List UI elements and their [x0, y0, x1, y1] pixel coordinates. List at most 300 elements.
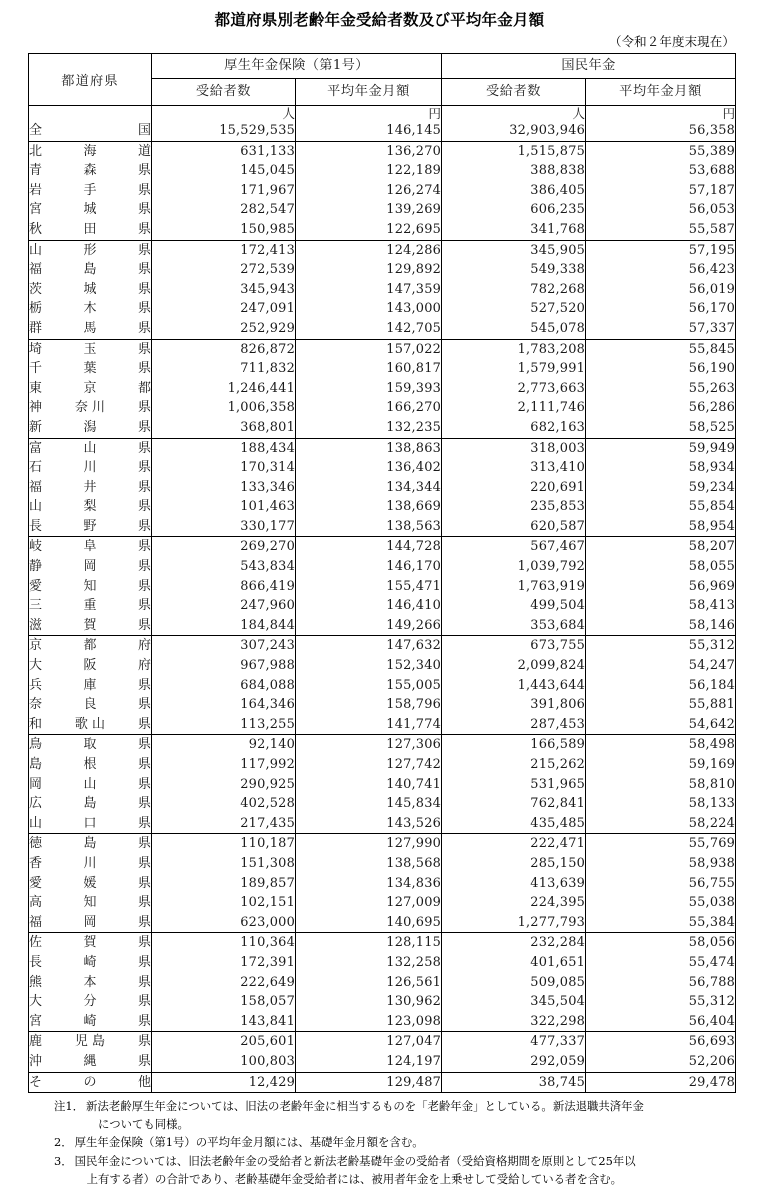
cell-kokumin-average: 58,133: [586, 794, 736, 814]
cell-kokumin-recipients: 215,262: [442, 755, 586, 775]
pref-char-3: 県: [137, 361, 151, 377]
cell-kokumin-average: 58,810: [586, 775, 736, 795]
pref-char-3: 県: [137, 281, 151, 297]
cell-kosei-recipients: 1,006,358: [152, 398, 296, 418]
pref-char-1: 奈: [29, 697, 43, 713]
pref-char-1: 宮: [29, 202, 43, 218]
pref-char-1: 福: [29, 262, 43, 278]
pref-char-1: 栃: [29, 301, 43, 317]
table-row: [29, 973, 736, 993]
pref-char-2: 縄: [83, 1053, 97, 1069]
pref-char-1: 岡: [29, 776, 43, 792]
pref-char-1: 岐: [29, 539, 43, 555]
pref-char-3: 県: [137, 479, 151, 495]
pref-char-1: 愛: [29, 578, 43, 594]
cell-kosei-recipients: 143,841: [152, 1012, 296, 1032]
cell-kokumin-recipients: 762,841: [442, 794, 586, 814]
footnote-text: [75, 1153, 743, 1188]
pref-char-3: 県: [137, 440, 151, 456]
cell-kosei-recipients: 172,391: [152, 953, 296, 973]
pension-statistics-table: [28, 53, 736, 1093]
table-row: [29, 1052, 736, 1072]
row-label-prefecture: [29, 379, 152, 399]
cell-kosei-average: 136,270: [296, 141, 442, 161]
pref-char-2: 分: [83, 994, 97, 1010]
cell-kokumin-average: 56,184: [586, 676, 736, 696]
pref-char-2: 島: [83, 262, 97, 278]
cell-kokumin-recipients: 386,405: [442, 181, 586, 201]
cell-kosei-average: 143,526: [296, 814, 442, 834]
cell-kosei-recipients: 967,988: [152, 656, 296, 676]
cell-kosei-average: 129,892: [296, 260, 442, 280]
pref-char-1: 全: [29, 123, 43, 138]
table-row: [29, 636, 736, 656]
cell-kosei-recipients: 623,000: [152, 913, 296, 933]
pref-char-1: 北: [29, 143, 43, 159]
cell-kokumin-recipients: 782,268: [442, 280, 586, 300]
footnote-text: [86, 1098, 743, 1133]
row-label-prefecture: [29, 794, 152, 814]
cell-kosei-recipients: 247,091: [152, 299, 296, 319]
pref-char-1: 兵: [29, 677, 43, 693]
pref-char-2: 井: [83, 479, 97, 495]
cell-kokumin-average: 58,938: [586, 854, 736, 874]
cell-kokumin-recipients: 322,298: [442, 1012, 586, 1032]
pref-char-3: 県: [137, 221, 151, 237]
pref-char-3: 県: [137, 400, 151, 416]
cell-kokumin-recipients: 388,838: [442, 161, 586, 181]
pref-char-2: 山: [83, 776, 97, 792]
cell-kokumin-average: 59,949: [586, 438, 736, 458]
table-row: [29, 953, 736, 973]
table-row: [29, 161, 736, 181]
pref-char-3: 県: [137, 320, 151, 336]
row-label-prefecture: [29, 913, 152, 933]
cell-kokumin-average: 58,934: [586, 458, 736, 478]
cell-kosei-average: 132,235: [296, 418, 442, 438]
pref-char-1: 京: [29, 638, 43, 654]
cell-kokumin-average: 55,881: [586, 695, 736, 715]
pref-char-2: 野: [83, 518, 97, 534]
pref-char-1: 徳: [29, 836, 43, 852]
pref-char-2: 口: [83, 815, 97, 831]
pref-char-3: 県: [137, 855, 151, 871]
pref-char-2: 城: [83, 281, 97, 297]
unit-row: [29, 106, 736, 122]
cell-kokumin-average: 56,019: [586, 280, 736, 300]
row-label-prefecture: [29, 200, 152, 220]
cell-kokumin-recipients: 391,806: [442, 695, 586, 715]
pref-char-2: 島: [83, 836, 97, 852]
cell-kosei-average: 124,286: [296, 240, 442, 260]
cell-kosei-recipients: 170,314: [152, 458, 296, 478]
cell-kokumin-recipients: 549,338: [442, 260, 586, 280]
row-label-prefecture: [29, 596, 152, 616]
pref-char-1: 福: [29, 914, 43, 930]
cell-kokumin-average: 57,337: [586, 319, 736, 339]
cell-kokumin-recipients: 166,589: [442, 735, 586, 755]
pref-char-2: 媛: [83, 875, 97, 891]
column-header-kokumin-recipients: 受給者数: [442, 79, 586, 106]
cell-kosei-recipients: 172,413: [152, 240, 296, 260]
pref-char-2: 歌 山: [74, 716, 106, 732]
pref-char-3: 県: [137, 617, 151, 633]
pref-char-1: 茨: [29, 281, 43, 297]
pref-char-3: 県: [137, 697, 151, 713]
table-row: [29, 814, 736, 834]
pref-char-2: 形: [83, 242, 97, 258]
cell-kosei-average: 122,695: [296, 220, 442, 240]
cell-kosei-recipients: 184,844: [152, 616, 296, 636]
cell-kokumin-recipients: 1,763,919: [442, 577, 586, 597]
pref-char-1: 鳥: [29, 737, 43, 753]
unit-kosei-average: 円: [296, 106, 442, 122]
table-row-total: [29, 121, 736, 141]
cell-kosei-recipients: 110,364: [152, 933, 296, 953]
table-row: [29, 537, 736, 557]
cell-kosei-recipients: 205,601: [152, 1032, 296, 1052]
pref-char-3: 県: [137, 598, 151, 614]
pref-char-2: 岡: [83, 914, 97, 930]
cell-kokumin-recipients: 220,691: [442, 478, 586, 498]
cell-kosei-recipients: 711,832: [152, 359, 296, 379]
cell-kosei-average: 136,402: [296, 458, 442, 478]
pref-char-3: 県: [137, 875, 151, 891]
row-label-prefecture: [29, 874, 152, 894]
cell-kokumin-average: 58,413: [586, 596, 736, 616]
cell-kosei-recipients: 158,057: [152, 992, 296, 1012]
cell-kokumin-average: 58,525: [586, 418, 736, 438]
pref-char-2: 良: [83, 697, 97, 713]
table-row: [29, 379, 736, 399]
cell-kokumin-average: 56,170: [586, 299, 736, 319]
cell-kokumin-average: 55,263: [586, 379, 736, 399]
cell-kosei-recipients: 113,255: [152, 715, 296, 735]
cell-kokumin-recipients: 345,905: [442, 240, 586, 260]
statistics-table-wrapper: [28, 53, 735, 1093]
row-label-total: [29, 121, 152, 141]
footnote-text: [75, 1134, 743, 1152]
cell-kokumin-average: 58,056: [586, 933, 736, 953]
cell-kokumin-average: 56,053: [586, 200, 736, 220]
pref-char-3: 県: [137, 757, 151, 772]
pref-char-2: 奈 川: [74, 400, 106, 416]
table-row-other: [29, 1072, 736, 1093]
cell-kosei-average: 127,047: [296, 1032, 442, 1052]
column-header-kosei-recipients: 受給者数: [152, 79, 296, 106]
pref-char-3: 県: [137, 1034, 151, 1050]
cell-kokumin-average: 55,384: [586, 913, 736, 933]
pref-char-3: 県: [137, 796, 151, 812]
footnote-label: 3．: [54, 1154, 73, 1169]
pref-char-1: 島: [29, 757, 43, 772]
cell-kokumin-average: 54,247: [586, 656, 736, 676]
cell-kosei-recipients: 330,177: [152, 517, 296, 537]
cell-kokumin-average: 59,169: [586, 755, 736, 775]
cell-kokumin-average: 29,478: [586, 1072, 736, 1093]
table-row: [29, 200, 736, 220]
cell-kokumin-recipients: 620,587: [442, 517, 586, 537]
cell-kosei-average: 159,393: [296, 379, 442, 399]
pref-char-2: の: [83, 1074, 97, 1090]
cell-kosei-recipients: 345,943: [152, 280, 296, 300]
cell-kosei-average: 132,258: [296, 953, 442, 973]
row-label-prefecture: [29, 141, 152, 161]
pref-char-2: 葉: [83, 361, 97, 377]
cell-kokumin-recipients: 235,853: [442, 497, 586, 517]
table-row: [29, 299, 736, 319]
cell-kosei-recipients: 222,649: [152, 973, 296, 993]
pref-char-2: 児 島: [74, 1034, 106, 1050]
row-label-prefecture: [29, 161, 152, 181]
row-label-prefecture: [29, 933, 152, 953]
pref-char-2: 都: [83, 638, 97, 654]
row-label-prefecture: [29, 557, 152, 577]
row-label-prefecture: [29, 458, 152, 478]
cell-kosei-recipients: 368,801: [152, 418, 296, 438]
cell-kokumin-average: 56,286: [586, 398, 736, 418]
pref-char-1: 鹿: [29, 1034, 43, 1050]
pref-char-2: 阪: [83, 658, 97, 674]
row-label-prefecture: [29, 636, 152, 656]
cell-kokumin-average: 55,038: [586, 893, 736, 913]
cell-kokumin-average: 58,954: [586, 517, 736, 537]
pref-char-3: 県: [137, 974, 151, 990]
cell-kokumin-recipients: 232,284: [442, 933, 586, 953]
row-label-prefecture: [29, 220, 152, 240]
pref-char-3: 県: [137, 578, 151, 594]
cell-kokumin-recipients: 531,965: [442, 775, 586, 795]
unit-cell-blank: [29, 106, 152, 122]
table-row: [29, 616, 736, 636]
cell-kokumin-average: 55,845: [586, 339, 736, 359]
cell-kosei-average: 134,344: [296, 478, 442, 498]
cell-kosei-recipients: 12,429: [152, 1072, 296, 1093]
table-row: [29, 517, 736, 537]
cell-kosei-average: 138,568: [296, 854, 442, 874]
cell-kokumin-recipients: 353,684: [442, 616, 586, 636]
cell-kokumin-average: 53,688: [586, 161, 736, 181]
cell-kosei-average: 138,563: [296, 517, 442, 537]
pref-char-3: 県: [137, 895, 151, 911]
cell-kokumin-recipients: 224,395: [442, 893, 586, 913]
cell-kosei-average: 126,561: [296, 973, 442, 993]
cell-kokumin-recipients: 2,111,746: [442, 398, 586, 418]
cell-kosei-recipients: 15,529,535: [152, 121, 296, 141]
cell-kosei-recipients: 101,463: [152, 497, 296, 517]
pref-char-3: 府: [137, 638, 151, 654]
row-label-prefecture: [29, 517, 152, 537]
pref-char-3: 府: [137, 658, 151, 674]
pref-char-2: 梨: [83, 499, 97, 515]
pref-char-2: 手: [83, 182, 97, 198]
cell-kokumin-recipients: 313,410: [442, 458, 586, 478]
pref-char-2: 潟: [83, 419, 97, 435]
table-row: [29, 676, 736, 696]
pref-char-1: 香: [29, 855, 43, 871]
pref-char-2: 岡: [83, 559, 97, 575]
table-row: [29, 695, 736, 715]
pref-char-3: 県: [137, 737, 151, 753]
row-label-prefecture: [29, 834, 152, 854]
cell-kosei-recipients: 631,133: [152, 141, 296, 161]
row-label-prefecture: [29, 953, 152, 973]
table-header: [29, 54, 736, 106]
cell-kosei-recipients: 188,434: [152, 438, 296, 458]
cell-kosei-average: 147,632: [296, 636, 442, 656]
cell-kokumin-recipients: 2,099,824: [442, 656, 586, 676]
cell-kosei-average: 144,728: [296, 537, 442, 557]
pref-char-1: 山: [29, 499, 43, 515]
table-row: [29, 418, 736, 438]
cell-kokumin-recipients: 509,085: [442, 973, 586, 993]
table-row: [29, 497, 736, 517]
cell-kosei-average: 124,197: [296, 1052, 442, 1072]
cell-kosei-recipients: 117,992: [152, 755, 296, 775]
row-label-prefecture: [29, 1012, 152, 1032]
cell-kokumin-recipients: 499,504: [442, 596, 586, 616]
cell-kosei-average: 139,269: [296, 200, 442, 220]
pref-char-2: 庫: [83, 677, 97, 693]
cell-kosei-recipients: 247,960: [152, 596, 296, 616]
cell-kosei-average: 126,274: [296, 181, 442, 201]
cell-kokumin-recipients: 682,163: [442, 418, 586, 438]
row-label-prefecture: [29, 398, 152, 418]
row-label-prefecture: [29, 735, 152, 755]
pref-char-2: 川: [83, 855, 97, 871]
pref-char-1: 大: [29, 658, 43, 674]
table-row: [29, 992, 736, 1012]
cell-kokumin-average: 56,693: [586, 1032, 736, 1052]
footnote-text-line2: についても同様。: [98, 1116, 189, 1131]
row-label-prefecture: [29, 775, 152, 795]
pref-char-1: 三: [29, 598, 43, 614]
pref-char-2: 賀: [83, 617, 97, 633]
cell-kosei-average: 146,145: [296, 121, 442, 141]
cell-kokumin-average: 59,234: [586, 478, 736, 498]
cell-kokumin-recipients: 292,059: [442, 1052, 586, 1072]
row-label-prefecture: [29, 1032, 152, 1052]
pref-char-1: 大: [29, 994, 43, 1010]
cell-kokumin-recipients: 287,453: [442, 715, 586, 735]
cell-kosei-recipients: 252,929: [152, 319, 296, 339]
row-label-prefecture: [29, 854, 152, 874]
pref-char-3: 県: [137, 419, 151, 435]
cell-kokumin-recipients: 545,078: [442, 319, 586, 339]
cell-kokumin-average: 56,969: [586, 577, 736, 597]
cell-kosei-recipients: 189,857: [152, 874, 296, 894]
row-label-prefecture: [29, 893, 152, 913]
cell-kosei-recipients: 102,151: [152, 893, 296, 913]
column-header-kosei-average: 平均年金月額: [296, 79, 442, 106]
pref-char-2: 知: [83, 895, 97, 911]
unit-kokumin-recipients: 人: [442, 106, 586, 122]
cell-kosei-average: 129,487: [296, 1072, 442, 1093]
cell-kosei-average: 140,695: [296, 913, 442, 933]
cell-kokumin-recipients: 413,639: [442, 874, 586, 894]
pref-char-3: 県: [137, 518, 151, 534]
pref-char-1: 千: [29, 361, 43, 377]
table-row: [29, 141, 736, 161]
pref-char-2: 山: [83, 440, 97, 456]
cell-kosei-recipients: 290,925: [152, 775, 296, 795]
table-row: [29, 775, 736, 795]
cell-kokumin-recipients: 401,651: [442, 953, 586, 973]
pref-char-1: 東: [29, 380, 43, 396]
pref-char-2: 城: [83, 202, 97, 218]
pref-char-3: 県: [137, 499, 151, 515]
cell-kosei-average: 146,410: [296, 596, 442, 616]
cell-kosei-average: 128,115: [296, 933, 442, 953]
footnote-text-line1: 国民年金については、旧法老齢年金の受給者と新法老齢基礎年金の受給者（受給資格期間を原則として25年以: [74, 1154, 636, 1169]
cell-kokumin-recipients: 341,768: [442, 220, 586, 240]
cell-kokumin-recipients: 285,150: [442, 854, 586, 874]
column-group-header-kokumin: 国民年金: [442, 54, 736, 79]
cell-kosei-average: 127,306: [296, 735, 442, 755]
cell-kosei-recipients: 133,346: [152, 478, 296, 498]
cell-kokumin-recipients: 2,773,663: [442, 379, 586, 399]
pref-char-3: 県: [137, 954, 151, 970]
cell-kokumin-average: 55,389: [586, 141, 736, 161]
cell-kokumin-average: 56,404: [586, 1012, 736, 1032]
pref-char-3: 県: [137, 716, 151, 732]
cell-kosei-average: 142,705: [296, 319, 442, 339]
row-label-prefecture: [29, 497, 152, 517]
table-row: [29, 1012, 736, 1032]
cell-kokumin-average: 54,642: [586, 715, 736, 735]
cell-kokumin-recipients: 435,485: [442, 814, 586, 834]
cell-kosei-average: 146,170: [296, 557, 442, 577]
table-row: [29, 735, 736, 755]
footnote: [28, 1098, 743, 1133]
pref-char-1: そ: [29, 1074, 43, 1090]
cell-kosei-recipients: 151,308: [152, 854, 296, 874]
cell-kosei-recipients: 217,435: [152, 814, 296, 834]
cell-kokumin-average: 56,788: [586, 973, 736, 993]
pref-char-2: 崎: [83, 1013, 97, 1029]
table-row: [29, 280, 736, 300]
pref-char-3: 県: [137, 539, 151, 555]
row-label-prefecture: [29, 992, 152, 1012]
pref-char-1: 沖: [29, 1053, 43, 1069]
cell-kokumin-recipients: 318,003: [442, 438, 586, 458]
cell-kokumin-recipients: 567,467: [442, 537, 586, 557]
pref-char-1: 新: [29, 419, 43, 435]
cell-kosei-average: 147,359: [296, 280, 442, 300]
pref-char-2: 京: [83, 380, 97, 396]
row-label-prefecture: [29, 438, 152, 458]
table-row: [29, 874, 736, 894]
cell-kosei-average: 155,471: [296, 577, 442, 597]
cell-kosei-recipients: 402,528: [152, 794, 296, 814]
table-row: [29, 854, 736, 874]
unit-kosei-recipients: 人: [152, 106, 296, 122]
cell-kosei-average: 140,741: [296, 775, 442, 795]
table-row: [29, 478, 736, 498]
cell-kosei-average: 143,000: [296, 299, 442, 319]
pref-char-3: 県: [137, 1053, 151, 1069]
pref-char-1: 青: [29, 163, 43, 179]
pref-char-3: 県: [137, 914, 151, 930]
pref-char-1: 秋: [29, 221, 43, 237]
table-row: [29, 260, 736, 280]
pref-char-2: 取: [83, 737, 97, 753]
table-row: [29, 893, 736, 913]
pref-char-3: 県: [137, 163, 151, 179]
pref-char-2: 森: [83, 163, 97, 179]
table-row: [29, 715, 736, 735]
cell-kokumin-average: 55,312: [586, 636, 736, 656]
